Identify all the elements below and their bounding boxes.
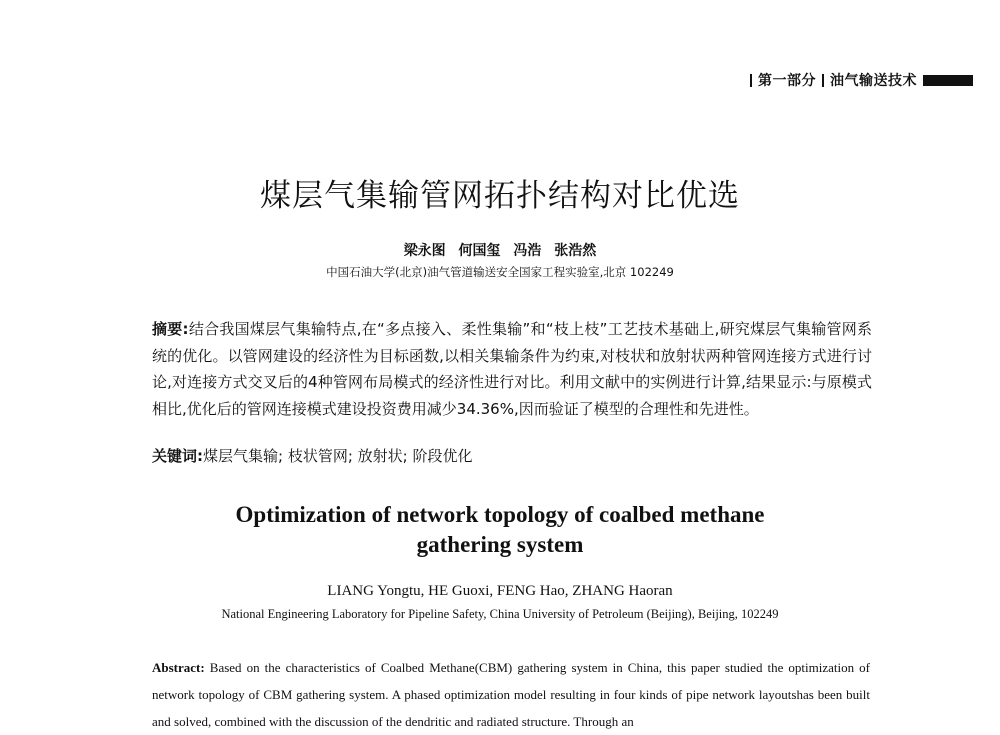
english-abstract: [152, 654, 870, 735]
chinese-abstract: [152, 316, 872, 422]
english-title-line-2: gathering system: [416, 532, 584, 557]
english-abstract-label: Abstract:: [152, 660, 205, 675]
header-section: 油气输送技术: [830, 73, 917, 89]
chinese-keywords: [152, 443, 872, 469]
chinese-affiliation: 中国石油大学(北京)油气管道输送安全国家工程实验室,北京 102249: [326, 265, 674, 279]
english-title: [0, 500, 1000, 560]
chinese-authors: 梁永图 何国玺 冯浩 张浩然: [403, 243, 597, 259]
header-part: 第一部分: [758, 73, 816, 89]
english-affiliation: National Engineering Laboratory for Pipeline Safety, China University of Petroleum (Beijing), Beijing, 102249: [221, 607, 779, 621]
chinese-abstract-label: 摘要:: [152, 320, 189, 338]
header-black-bar: [923, 75, 973, 86]
english-title-line-1: Optimization of network topology of coalbed methane: [235, 502, 765, 527]
chinese-keywords-text: 煤层气集输; 枝状管网; 放射状; 阶段优化: [203, 447, 473, 465]
chinese-keywords-label: 关键词:: [152, 447, 203, 465]
english-authors: LIANG Yongtu, HE Guoxi, FENG Hao, ZHANG Haoran: [327, 583, 673, 599]
header-divider: [750, 74, 752, 87]
running-header: [744, 70, 973, 90]
chinese-abstract-text: 结合我国煤层气集输特点,在“多点接入、柔性集输”和“枝上枝”工艺技术基础上,研究煤层气集输管网系统的优化。以管网建设的经济性为目标函数,以相关集输条件为约束,对枝状和放射状两种管网连接方式进行讨论,对连接方式交叉后的4种管网布局模式的经济性进行对比。利用文献中的实例进行计算,结果显示:与原模式相比,优化后的管网连接模式建设投资费用减少34.36%,因而验证了模型的合理性和先进性。: [152, 320, 873, 418]
english-abstract-text: Based on the characteristics of Coalbed Methane(CBM) gathering system in China, this paper studied the optimization of network topology of CBM gathering system. A phased optimization model resulting in four kinds of pipe network layoutshas been built and solved, combined with the discussion of the dendritic and radiated structure. Through an: [152, 660, 871, 729]
chinese-title: 煤层气集输管网拓扑结构对比优选: [260, 178, 740, 214]
header-divider: [822, 74, 824, 87]
